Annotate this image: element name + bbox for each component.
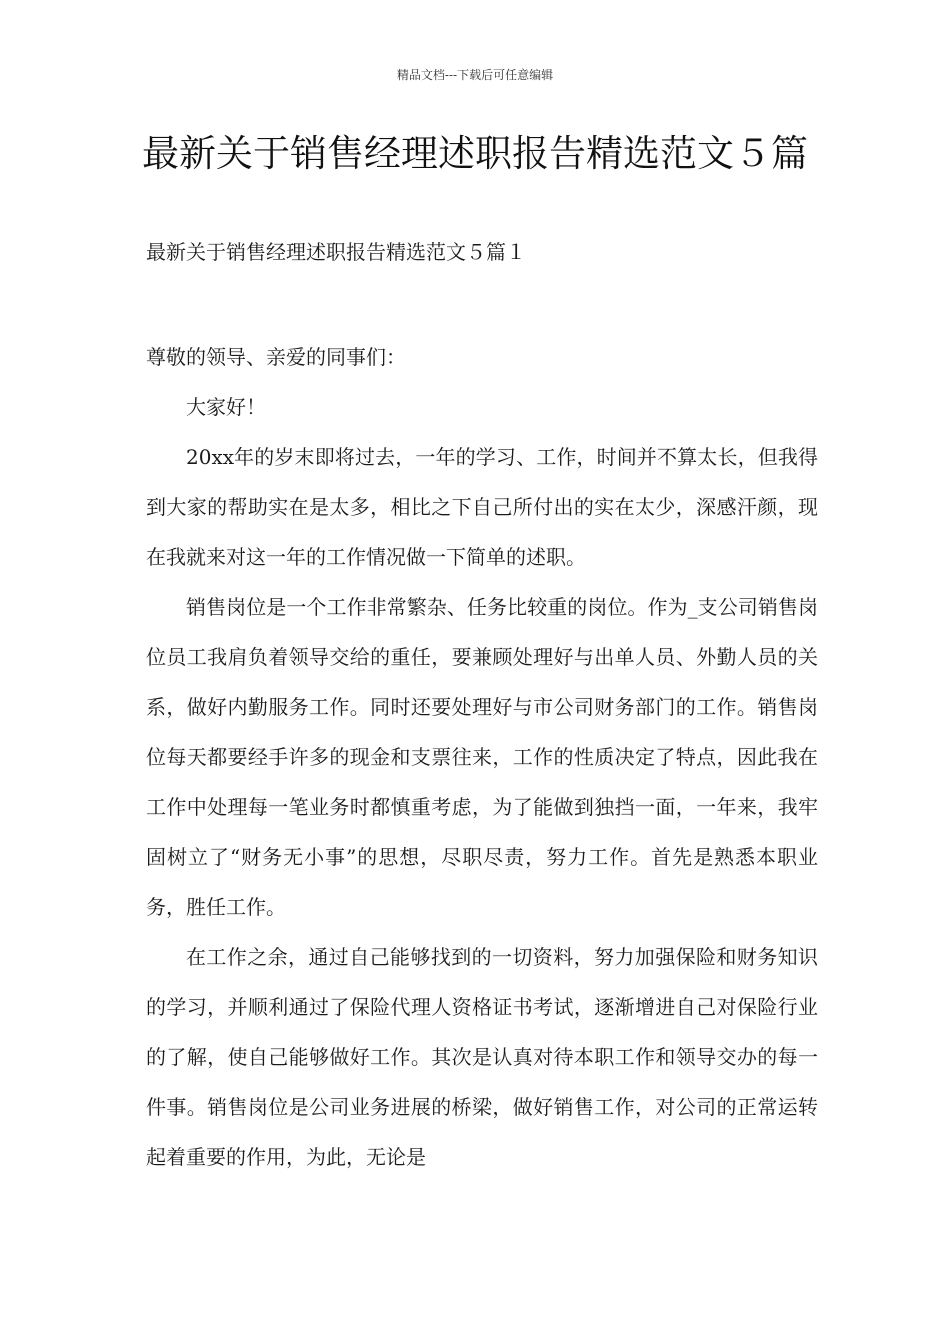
paragraph: 20xx年的岁末即将过去，一年的学习、工作，时间并不算太长，但我得到大家的帮助实在是太多，相比之下自己所付出的实在太少，深感汗颜，现在我就来对这一年的工作情况做一下简单的述职。	[146, 445, 818, 569]
greeting: 大家好！	[186, 395, 266, 419]
header-note: 精品文档---下载后可任意编辑	[396, 68, 554, 82]
salutation: 尊敬的领导、亲爱的同事们：	[146, 345, 406, 369]
document-subtitle: 最新关于销售经理述职报告精选范文５篇１	[146, 240, 526, 264]
document-body	[146, 332, 818, 1182]
paragraph: 在工作之余，通过自己能够找到的一切资料，努力加强保险和财务知识的学习，并顺利通过了保险代理人资格证书考试，逐渐增进自己对保险行业的了解，使自己能够做好工作。其次是认真对待本职工作和领导交办的每一件事。销售岗位是公司业务进展的桥梁，做好销售工作，对公司的正常运转起着重要的作用，为此，无论是	[146, 945, 818, 1169]
document-title: 最新关于销售经理述职报告精选范文５篇	[142, 132, 808, 175]
paragraph: 销售岗位是一个工作非常繁杂、任务比较重的岗位。作为_支公司销售岗位员工我肩负着领导交给的重任，要兼顾处理好与出单人员、外勤人员的关系，做好内勤服务工作。同时还要处理好与市公司财务部门的工作。销售岗位每天都要经手许多的现金和支票往来，工作的性质决定了特点，因此我在工作中处理每一笔业务时都慎重考虑，为了能做到独挡一面，一年来，我牢固树立了“财务无小事”的思想，尽职尽责，努力工作。首先是熟悉本职业务，胜任工作。	[146, 595, 818, 919]
